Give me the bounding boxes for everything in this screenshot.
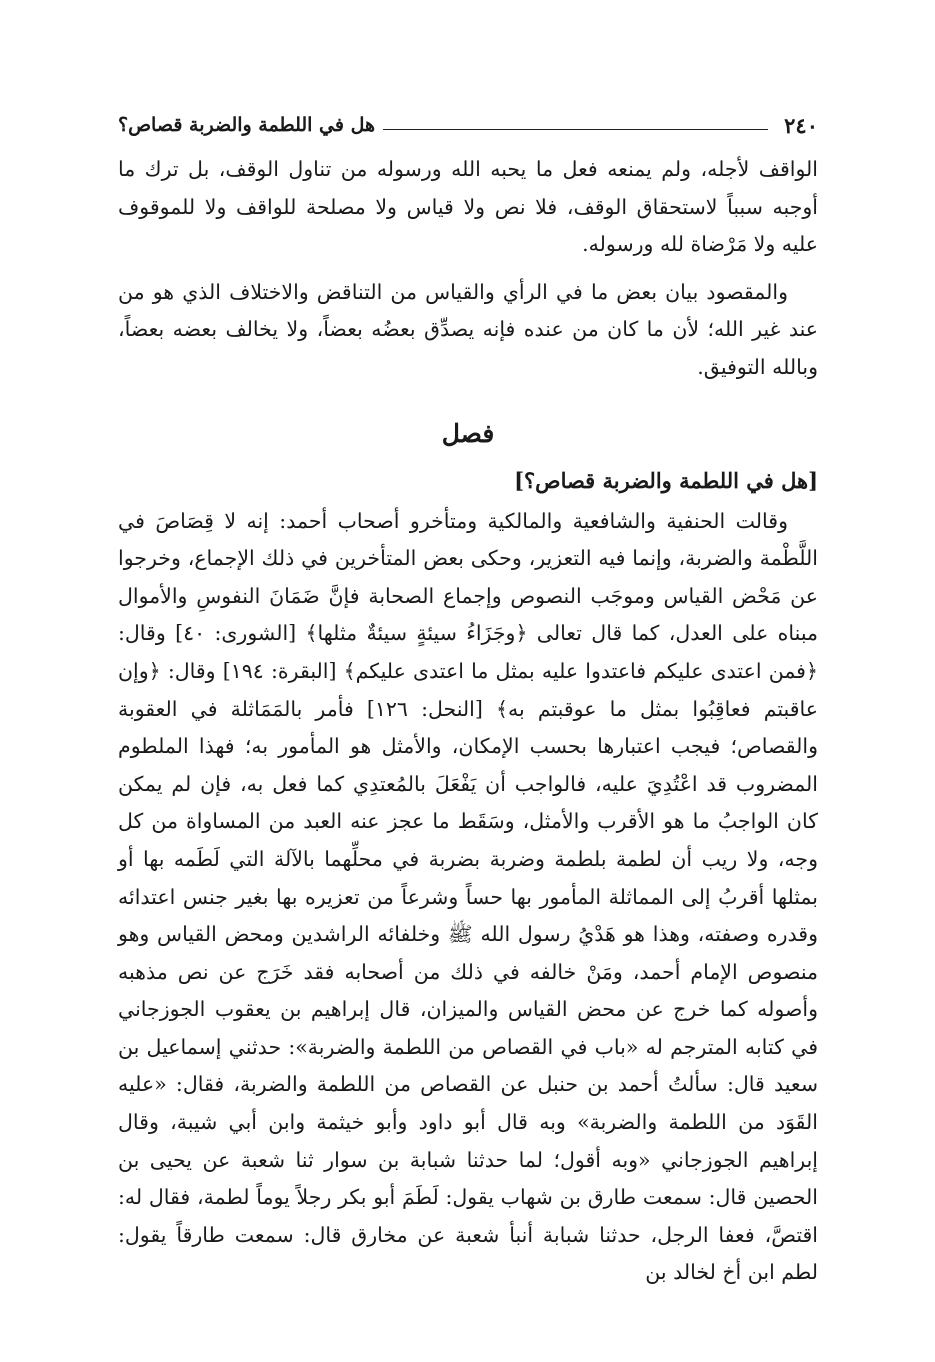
book-page (118, 108, 818, 1292)
section-title: فصل (441, 418, 495, 448)
page-number: ٢٤٠ (784, 112, 818, 138)
paragraph-conclusion: والمقصود بيان بعض ما في الرأي والقياس من التناقض والاختلاف الذي هو من عند غير الله؛ لأن ما كان من عنده فإنه يصدِّق بعضُه بعضاً، ولا يخالف بعضه بعضاً، وبالله التوفيق. (118, 279, 818, 379)
header-rule (383, 129, 768, 130)
section-subtitle: [هل في اللطمة والضربة قصاص؟] (514, 467, 818, 493)
running-header (118, 108, 818, 142)
running-title: هل في اللطمة والضربة قصاص؟ (118, 114, 375, 136)
paragraph-main: وقالت الحنفية والشافعية والمالكية ومتأخرو أصحاب أحمد: إنه لا قِصَاصَ في اللَّطْمة والضربة، وإنما فيه التعزير، وحكى بعض المتأخرين في ذلك الإجماع، وخرجوا عن مَحْض القياس وموجَب النصوص وإجماع الصحابة فإنَّ ضَمَانَ النفوسِ والأموال مبناه على العدل، كما قال تعالى ﴿وجَزَاءُ سيئةٍ سيئةٌ مثلها﴾ [الشورى: ٤٠] وقال: ﴿فمن اعتدى عليكم فاعتدوا عليه بمثل ما اعتدى عليكم﴾ [البقرة: ١٩٤] وقال: ﴿وإن عاقبتم فعاقِبُوا بمثل ما عوقبتم به﴾ [النحل: ١٢٦] فأمر بالمَمَاثلة في العقوبة والقصاص؛ فيجب اعتبارها بحسب الإمكان، والأمثل هو المأمور به؛ فهذا الملطوم المضروب قد اعْتُدِيَ عليه، فالواجب أن يَفْعَلَ بالمُعتدِي كما فعل به، فإن لم يمكن كان الواجبُ ما هو الأقرب والأمثل، وسَقَط ما عجز عنه العبد من المساواة من كل وجه، ولا ريب أن لطمة بلطمة وضربة بضربة في محلِّهما بالآلة التي لَطَمه بها أو بمثلها أقربُ إلى المماثلة المأمور بها حساً وشرعاً من تعزيره بها بغير جنس اعتدائه وقدره وصفته، وهذا هو هَدْيُ رسول الله ﷺ وخلفائه الراشدين ومحض القياس وهو منصوص الإمام أحمد، ومَنْ خالفه في ذلك من أصحابه فقد خَرَج عن نص مذهبه وأصوله كما خرج عن محض القياس والميزان، قال إبراهيم بن يعقوب الجوزجاني في كتابه المترجم له «باب في القصاص من اللطمة والضربة»: حدثني إسماعيل بن سعيد قال: سألتُ أحمد بن حنبل عن القصاص من اللطمة والضربة، فقال: «عليه القَوَد من اللطمة والضربة» وبه قال أبو داود وأبو خيثمة وابن أبي شيبة، وقال إبراهيم الجوزجاني «وبه أقول؛ لما حدثنا شبابة بن سوار ثنا شعبة عن يحيى بن الحصين قال: سمعت طارق بن شهاب يقول: لَطَمَ أبو بكر رجلاً يوماً لطمة، فقال له: اقتصَّ، فعفا الرجل، حدثنا شبابة أنبأ شعبة عن مخارق قال: سمعت طارقاً يقول: لطم ابن أخ لخالد بن (118, 508, 819, 1285)
paragraph-continuation: الواقف لأجله، ولم يمنعه فعل ما يحبه الله ورسوله من تناول الوقف، بل ترك ما أوجبه سبباً لاستحقاق الوقف، فلا نص ولا قياس ولا مصلحة للواقف ولا للموقوف عليه ولا مَرْضاة لله ورسوله. (118, 157, 818, 257)
